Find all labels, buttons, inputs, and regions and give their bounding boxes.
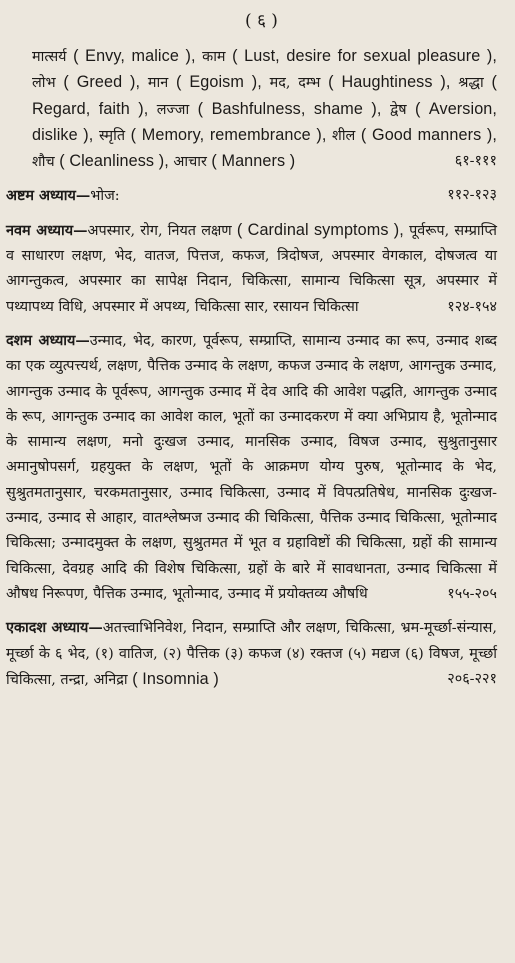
topic-text: मात्सर्य	[32, 49, 74, 65]
english-gloss: ( Insomnia )	[132, 669, 219, 688]
topic-text: अतत्त्वाभिनिवेश, निदान, सम्प्राप्ति और लक्षण, चिकित्सा, भ्रम-मूर्च्छा-संन्यास, मूर्च्छा के ६ भेद, (१) वातिज, (२) पैत्तिक (३) कफज (४) रक्तज (५) मद्यज (६) विषज, मूर्च्छा चिकित्सा, तन्द्रा, अनिद्रा	[6, 620, 497, 688]
english-gloss: ( Egoism ),	[176, 73, 262, 92]
english-gloss: ( Haughtiness ),	[328, 73, 451, 92]
chapter-heading: नवम अध्याय—	[6, 221, 88, 239]
toc-entry-chapter-10	[6, 328, 497, 607]
page-range: ६१-१११	[454, 153, 497, 170]
english-gloss: ( Envy, malice ),	[73, 47, 196, 65]
topic-text: शील	[326, 127, 361, 144]
toc-entry-chapter-11	[6, 615, 497, 693]
topic-text: काम	[195, 49, 233, 65]
page-range: १५५-२०५	[447, 585, 497, 602]
page-range: २०६-२२१	[447, 670, 497, 687]
english-gloss: ( Lust, desire for sexual pleasure ),	[232, 47, 497, 65]
topic-text: लोभ	[32, 75, 64, 92]
topic-text: मद, दम्भ	[261, 75, 329, 92]
topic-text: द्वेष	[381, 101, 415, 118]
english-gloss: ( Bashfulness, shame ),	[197, 99, 382, 118]
toc-entry-chapter-8	[6, 183, 497, 209]
topic-text: शौच	[32, 154, 60, 171]
topic-text: पूर्वरूप, सम्प्राप्ति व साधारण लक्षण, भेद, वातज, पित्तज, कफज, त्रिदोषज, अपस्मार वेगकाल, दोषजत्व या आगन्तुकत्व, अपस्मार का सापेक्ष निदान, चिकित्सा, सामान्य चिकित्सा सूत्र, अपस्मार में पथ्यापथ्य विधि, अपस्मार में अपथ्य, चिकित्सा सार, रसायन चिकित्सा	[6, 222, 497, 315]
english-gloss: ( Manners )	[211, 152, 296, 171]
toc-entry-chapter-9	[6, 218, 497, 320]
english-gloss: ( Memory, remembrance ),	[130, 125, 327, 144]
topic-text: स्मृति	[93, 127, 131, 144]
english-gloss: ( Greed ),	[63, 73, 141, 92]
english-gloss: ( Regard, faith ),	[32, 73, 497, 118]
chapter-heading: एकादश अध्याय—	[6, 619, 103, 637]
english-gloss: ( Aversion, dislike ),	[32, 99, 497, 144]
page-number: ( ६ )	[245, 11, 278, 31]
topic-text: उन्माद, भेद, कारण, पूर्वरूप, सम्प्राप्ति, सामान्य उन्माद का रूप, उन्माद शब्द का एक व्युत्पत्त्यर्थ, लक्षण, पैत्तिक उन्माद के लक्षण, कफज उन्माद के लक्षण, आगन्तुक उन्माद, आगन्तुक उन्माद के पूर्वरूप, आगन्तुक उन्माद में देव आदि की आवेश पद्धति, आगन्तुक उन्माद के रूप, आगन्तुक उन्माद का आवेश काल, भूतों का उन्मादकरण में क्या अभिप्राय है, भूतोन्माद के सामान्य लक्षण, मनो दुःखज उन्माद, मानसिक उन्माद, विषज उन्माद, सुश्रुतानुसार अमानुषोपसर्ग, ग्रहयुक्त के लक्षण, भूतों के आक्रमण योग्य पुरुष, भूतोन्माद के भेद, सुश्रुतमतानुसार, चरकमतानुसार, उन्माद चिकित्सा, उन्माद में विपत्प्रतिषेध, मानसिक दुःखज-उन्माद, उन्माद से आहार, वातश्लेष्मज उन्माद की चिकित्सा, पैत्तिक उन्माद चिकित्सा, भूतोन्माद चिकित्सा; उन्मादमुक्त के लक्षण, सुश्रुतमत में भूत व ग्रहाविष्टों की चिकित्सा, ग्रहों की सामान्य चिकित्सा, देवग्रह आदि की विशेष चिकित्सा, ग्रहों के बारे में सावधानता, उन्माद चिकित्सा में औषध निरूपण, पैत्तिक उन्माद, भूतोन्माद, उन्माद में प्रयोक्तव्य औषधि	[6, 332, 497, 602]
page-range: ११२-१२३	[447, 187, 497, 204]
topic-text: भोज:	[90, 188, 120, 205]
english-gloss: ( Cardinal symptoms ),	[236, 220, 404, 239]
toc-entry-continuation	[26, 44, 497, 175]
topic-text: श्रद्धा	[450, 75, 492, 92]
topic-text: अपस्मार, रोग, नियत लक्षण	[87, 222, 237, 239]
topic-text: मान	[140, 75, 177, 92]
chapter-heading: दशम अध्याय—	[6, 331, 90, 349]
topic-text: लज्जा	[148, 101, 198, 118]
english-gloss: ( Good manners ),	[360, 125, 497, 144]
english-gloss: ( Cleanliness ),	[59, 152, 169, 171]
chapter-heading: अष्टम अध्याय—	[6, 187, 91, 205]
topic-text: आचार	[168, 154, 212, 171]
page-range: १२४-१५४	[447, 298, 497, 315]
table-of-contents	[6, 44, 497, 693]
